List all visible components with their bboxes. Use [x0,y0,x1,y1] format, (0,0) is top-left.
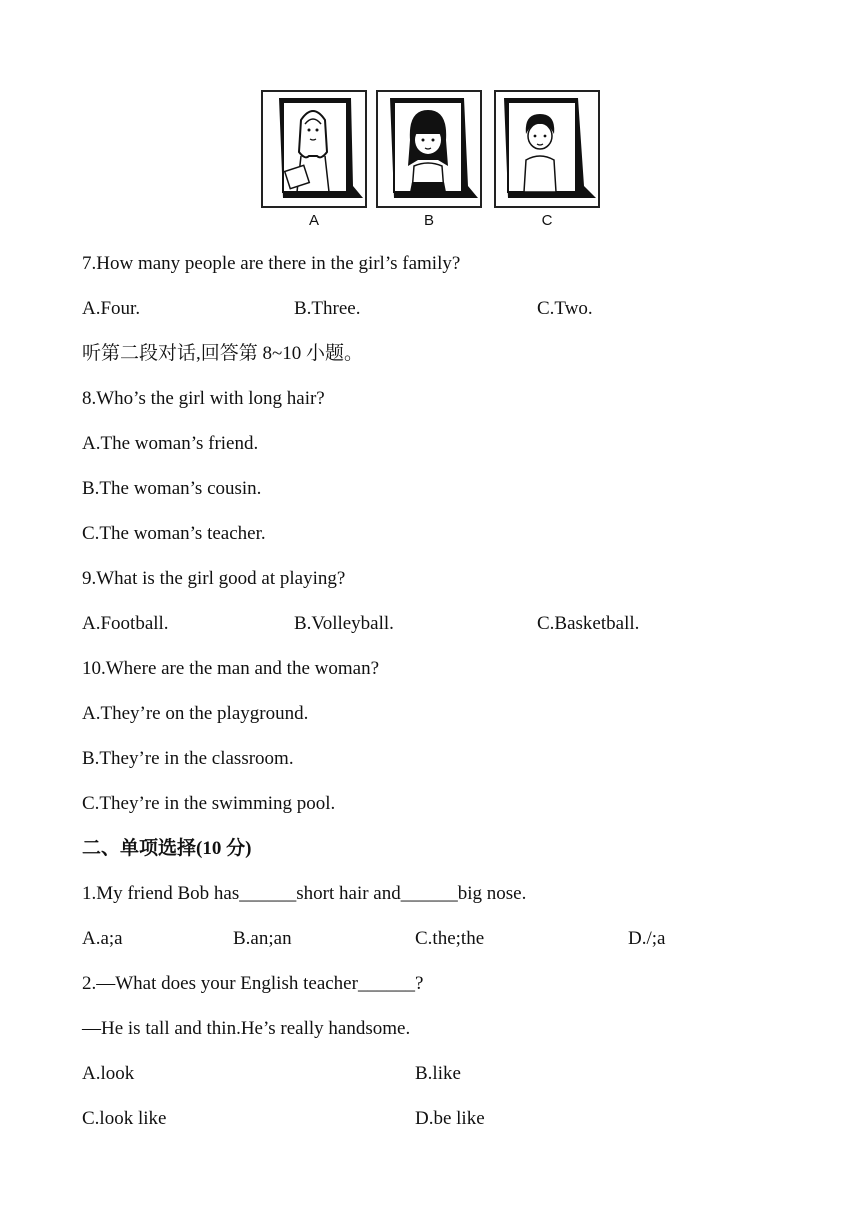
p2q1-option-b: B.an;an [233,928,292,949]
q8-question: 8.Who’s the girl with long hair? [82,388,325,409]
p2q1-question: 1.My friend Bob has______short hair and______big nose. [82,883,527,904]
picture-a-long-hair-girl [261,90,367,208]
picture-c-short-hair-girl [494,90,600,208]
p2q2-option-b: B.like [415,1063,461,1084]
q7-question: 7.How many people are there in the girl’s family? [82,253,461,274]
p2q1-option-a: A.a;a [82,928,123,949]
p2q1-option-c: C.the;the [415,928,485,949]
q8-option-b: B.The woman’s cousin. [82,478,262,499]
picture-a-label: A [308,212,319,229]
part2-heading: 二、单项选择(10 分) [82,838,252,859]
q7-option-a: A.Four. [82,298,141,319]
q10-option-b: B.They’re in the classroom. [82,748,294,769]
q8-option-c: C.The woman’s teacher. [82,523,266,544]
picture-options [261,90,601,232]
picture-c-label: C [541,212,553,229]
q10-question: 10.Where are the man and the woman? [82,658,380,679]
q8-option-a: A.The woman’s friend. [82,433,259,454]
q9-option-a: A.Football. [82,613,169,634]
q7-option-c: C.Two. [537,298,593,319]
section2-instruction: 听第二段对话,回答第 8~10 小题。 [82,343,364,364]
picture-b-label: B [423,212,434,229]
p2q2-question: 2.—What does your English teacher______? [82,973,424,994]
p2q2-option-d: D.be like [415,1108,485,1129]
p2q2-answer-line: —He is tall and thin.He’s really handsome. [82,1018,411,1039]
q9-option-b: B.Volleyball. [294,613,394,634]
q9-option-c: C.Basketball. [537,613,640,634]
q7-option-b: B.Three. [294,298,361,319]
picture-b-girl-with-bangs [376,90,482,208]
q10-option-a: A.They’re on the playground. [82,703,309,724]
q9-question: 9.What is the girl good at playing? [82,568,346,589]
p2q1-option-d: D./;a [628,928,666,949]
p2q2-option-a: A.look [82,1063,135,1084]
q10-option-c: C.They’re in the swimming pool. [82,793,336,814]
p2q2-option-c: C.look like [82,1108,167,1129]
